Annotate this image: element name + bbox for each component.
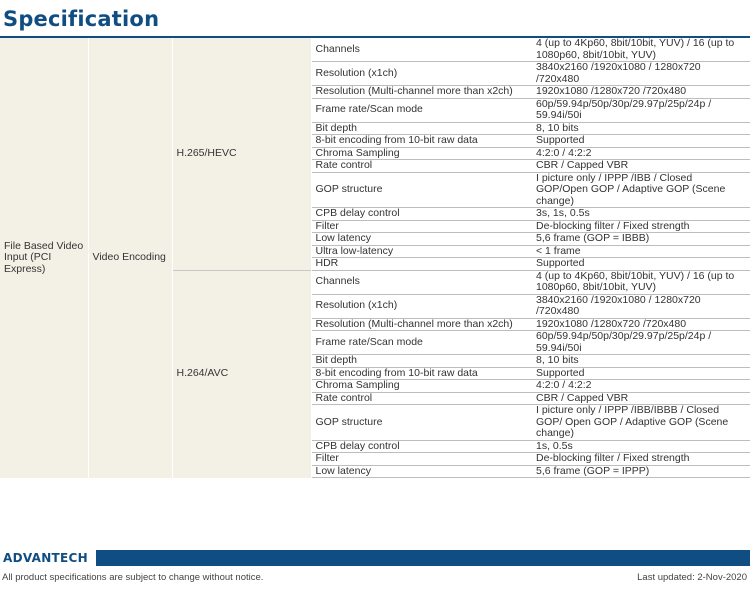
top-strip bbox=[0, 0, 750, 5]
value-cell: < 1 frame bbox=[532, 245, 750, 258]
param-cell: Low latency bbox=[311, 465, 532, 478]
value-cell: De-blocking filter / Fixed strength bbox=[532, 220, 750, 233]
param-cell: Resolution (Multi-channel more than x2ch) bbox=[311, 86, 532, 99]
value-cell: 60p/59.94p/50p/30p/29.97p/25p/24p / 59.94i/50i bbox=[532, 331, 750, 355]
param-cell: Rate control bbox=[311, 392, 532, 405]
param-cell: Filter bbox=[311, 453, 532, 466]
param-cell: Channels bbox=[311, 270, 532, 294]
value-cell: Supported bbox=[532, 367, 750, 380]
value-cell: 4:2:0 / 4:2:2 bbox=[532, 380, 750, 393]
footer-bar bbox=[0, 550, 750, 566]
param-cell: Rate control bbox=[311, 160, 532, 173]
value-cell: I picture only / IPPP /IBB / Closed GOP/Open GOP / Adaptive GOP (Scene change) bbox=[532, 172, 750, 208]
value-cell: I picture only / IPPP /IBB/IBBB / Closed GOP/ Open GOP / Adaptive GOP (Scene change) bbox=[532, 405, 750, 441]
param-cell: 8-bit encoding from 10-bit raw data bbox=[311, 135, 532, 148]
value-cell: 3840x2160 /1920x1080 / 1280x720 /720x480 bbox=[532, 62, 750, 86]
value-cell: De-blocking filter / Fixed strength bbox=[532, 453, 750, 466]
param-cell: Bit depth bbox=[311, 355, 532, 368]
footer-last-updated: Last updated: 2-Nov-2020 bbox=[637, 572, 747, 583]
param-cell: Resolution (x1ch) bbox=[311, 294, 532, 318]
codec-cell: H.265/HEVC bbox=[172, 38, 311, 270]
param-cell: GOP structure bbox=[311, 405, 532, 441]
param-cell: Low latency bbox=[311, 233, 532, 246]
value-cell: CBR / Capped VBR bbox=[532, 160, 750, 173]
param-cell: Chroma Sampling bbox=[311, 147, 532, 160]
value-cell: 3840x2160 /1920x1080 / 1280x720 /720x480 bbox=[532, 294, 750, 318]
value-cell: 4:2:0 / 4:2:2 bbox=[532, 147, 750, 160]
table-row bbox=[0, 38, 750, 62]
footer-disclaimer: All product specifications are subject to change without notice. bbox=[2, 572, 264, 583]
subcategory-cell: Video Encoding bbox=[88, 38, 172, 478]
value-cell: 1s, 0.5s bbox=[532, 440, 750, 453]
value-cell: Supported bbox=[532, 135, 750, 148]
param-cell: CPB delay control bbox=[311, 208, 532, 221]
category-cell: File Based Video Input (PCI Express) bbox=[0, 38, 88, 478]
param-cell: 8-bit encoding from 10-bit raw data bbox=[311, 367, 532, 380]
param-cell: Filter bbox=[311, 220, 532, 233]
value-cell: 5,6 frame (GOP = IPPP) bbox=[532, 465, 750, 478]
param-cell: GOP structure bbox=[311, 172, 532, 208]
value-cell: CBR / Capped VBR bbox=[532, 392, 750, 405]
value-cell: 60p/59.94p/50p/30p/29.97p/25p/24p / 59.94i/50i bbox=[532, 98, 750, 122]
param-cell: CPB delay control bbox=[311, 440, 532, 453]
value-cell: 3s, 1s, 0.5s bbox=[532, 208, 750, 221]
param-cell: HDR bbox=[311, 258, 532, 271]
page-title: Specification bbox=[3, 7, 160, 31]
value-cell: 4 (up to 4Kp60, 8bit/10bit, YUV) / 16 (up to 1080p60, 8bit/10bit, YUV) bbox=[532, 38, 750, 62]
param-cell: Chroma Sampling bbox=[311, 380, 532, 393]
spec-table bbox=[0, 38, 750, 478]
param-cell: Frame rate/Scan mode bbox=[311, 331, 532, 355]
param-cell: Resolution (Multi-channel more than x2ch) bbox=[311, 318, 532, 331]
value-cell: 1920x1080 /1280x720 /720x480 bbox=[532, 318, 750, 331]
param-cell: Frame rate/Scan mode bbox=[311, 98, 532, 122]
param-cell: Bit depth bbox=[311, 122, 532, 135]
param-cell: Resolution (x1ch) bbox=[311, 62, 532, 86]
logo-box bbox=[0, 550, 96, 566]
value-cell: 8, 10 bits bbox=[532, 122, 750, 135]
value-cell: Supported bbox=[532, 258, 750, 271]
value-cell: 4 (up to 4Kp60, 8bit/10bit, YUV) / 16 (up to 1080p60, 8bit/10bit, YUV) bbox=[532, 270, 750, 294]
codec-cell: H.264/AVC bbox=[172, 270, 311, 478]
value-cell: 1920x1080 /1280x720 /720x480 bbox=[532, 86, 750, 99]
param-cell: Channels bbox=[311, 38, 532, 62]
value-cell: 5,6 frame (GOP = IBBB) bbox=[532, 233, 750, 246]
advantech-logo: ADVANTECH bbox=[3, 551, 88, 565]
value-cell: 8, 10 bits bbox=[532, 355, 750, 368]
param-cell: Ultra low-latency bbox=[311, 245, 532, 258]
